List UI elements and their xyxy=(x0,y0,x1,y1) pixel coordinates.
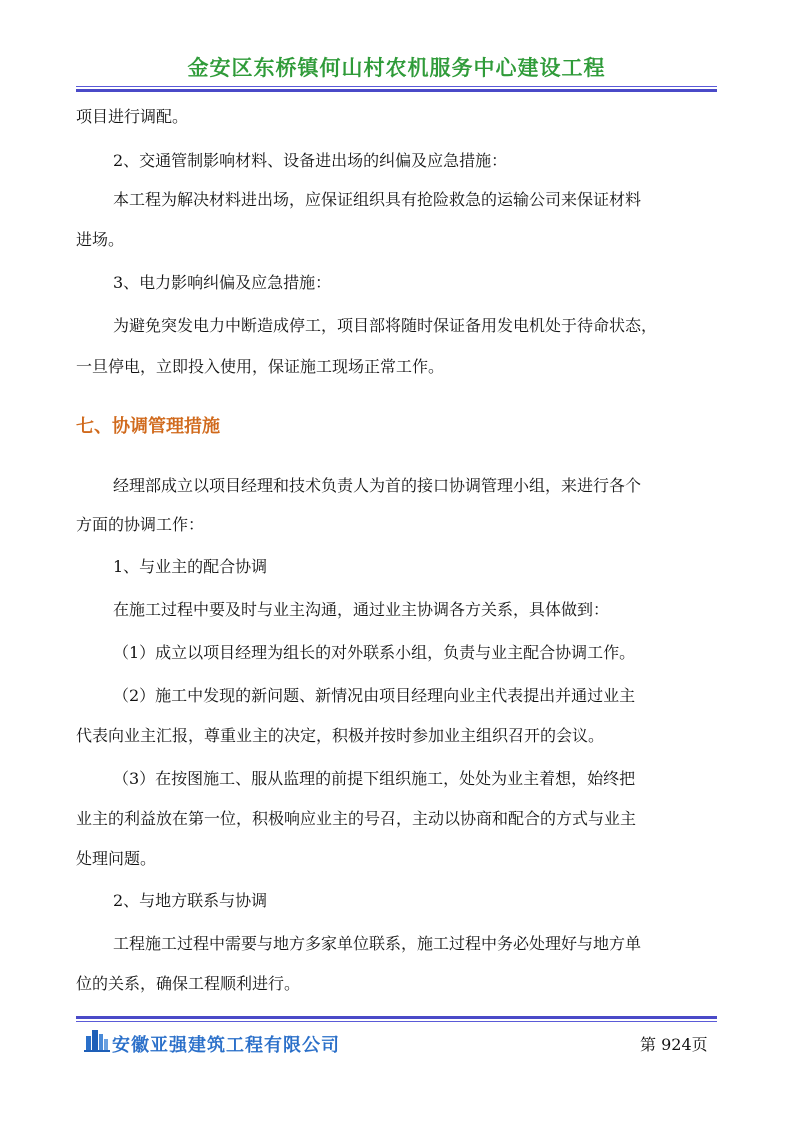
body-line: 为避免突发电力中断造成停工，项目部将随时保证备用发电机处于待命状态， xyxy=(113,316,658,335)
body-line: 本工程为解决材料进出场，应保证组织具有抢险救急的运输公司来保证材料 xyxy=(113,190,642,209)
header-title: 金安区东桥镇何山村农机服务中心建设工程 xyxy=(187,56,606,80)
building-logo-icon xyxy=(84,1026,110,1052)
body-line: 方面的协调工作： xyxy=(76,515,205,534)
body-line: 项目进行调配。 xyxy=(76,107,189,126)
body-line: 业主的利益放在第一位，积极响应业主的号召，主动以协商和配合的方式与业主 xyxy=(76,809,637,828)
footer-rule-thin xyxy=(76,1021,717,1022)
body-line: 一旦停电，立即投入使用，保证施工现场正常工作。 xyxy=(76,357,445,376)
page-number: 第 924页 xyxy=(640,1035,708,1054)
footer-company: 安徽亚强建筑工程有限公司 xyxy=(112,1035,340,1056)
body-line: 代表向业主汇报，尊重业主的决定，积极并按时参加业主组织召开的会议。 xyxy=(76,726,605,745)
body-line: 处理问题。 xyxy=(76,849,157,868)
body-line: 工程施工过程中需要与地方多家单位联系，施工过程中务必处理好与地方单 xyxy=(113,934,642,953)
body-line: 位的关系，确保工程顺利进行。 xyxy=(76,974,301,993)
header-rule-thick xyxy=(76,89,717,92)
header-rule-thin xyxy=(76,86,717,87)
body-line: 2、交通管制影响材料、设备进出场的纠偏及应急措施： xyxy=(113,151,508,170)
footer-rule-thick xyxy=(76,1016,717,1019)
body-line: 在施工过程中要及时与业主沟通，通过业主协调各方关系，具体做到： xyxy=(113,600,610,619)
body-line: 2、与地方联系与协调 xyxy=(113,891,268,910)
section-heading: 七、协调管理措施 xyxy=(76,416,220,437)
body-line: （2）施工中发现的新问题、新情况由项目经理向业主代表提出并通过业主 xyxy=(113,686,636,705)
body-line: （1）成立以项目经理为组长的对外联系小组，负责与业主配合协调工作。 xyxy=(113,643,636,662)
body-line: 1、与业主的配合协调 xyxy=(113,557,268,576)
body-line: 经理部成立以项目经理和技术负责人为首的接口协调管理小组，来进行各个 xyxy=(113,476,642,495)
body-line: （3）在按图施工、服从监理的前提下组织施工，处处为业主着想，始终把 xyxy=(113,769,636,788)
body-line: 进场。 xyxy=(76,230,125,249)
body-line: 3、电力影响纠偏及应急措施： xyxy=(113,273,332,292)
